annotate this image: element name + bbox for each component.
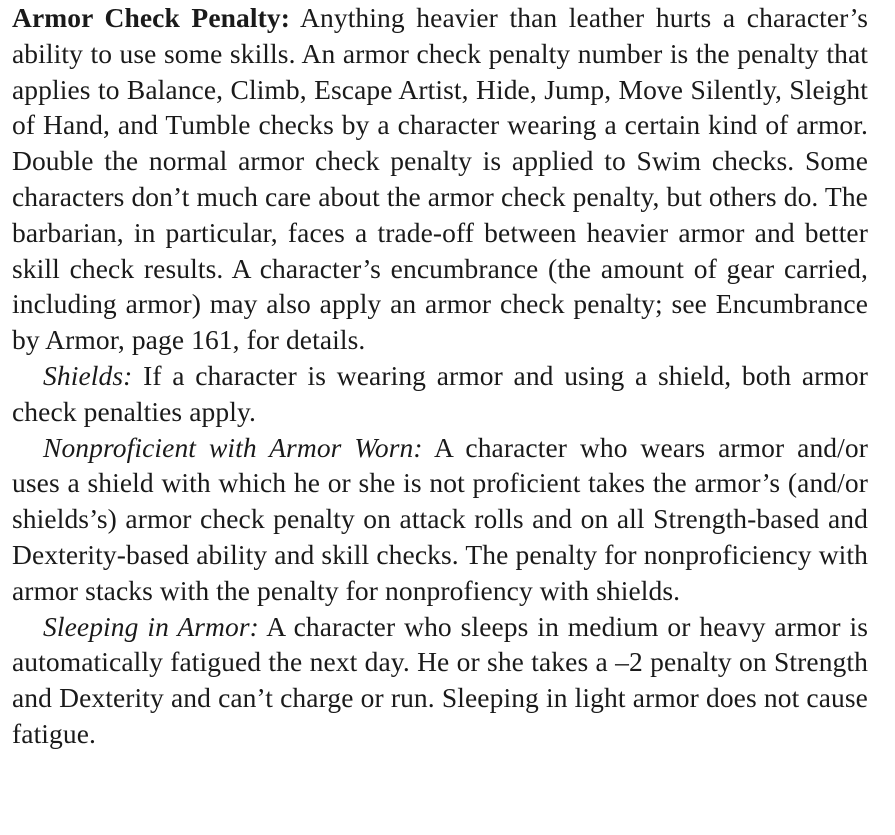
text-sleeping-in-armor: A character who sleeps in medium or heavy armor is automatically fatigued the next day. He or she takes a –2 penalty on Strength and Dexterity and can’t charge or run. Sleeping in light armor does not cause fatigue. [12, 610, 868, 749]
text-shields: If a character is wearing armor and using a shield, both armor check penalties apply. [12, 359, 868, 427]
heading-armor-check-penalty: Armor Check Penalty: [12, 2, 290, 33]
heading-nonproficient: Nonproficient with Armor Worn: [43, 431, 423, 463]
heading-shields: Shields: [43, 359, 133, 391]
paragraph-armor-check-penalty [12, 0, 868, 358]
paragraph-shields [12, 358, 868, 430]
text-nonproficient: A character who wears armor and/or uses a shield with which he or she is not proficient takes the armor’s (and/or shields’s) armor check penalty on attack rolls and on all Strength-based and Dexterity-based ability and skill checks. The penalty for nonproficiency with armor stacks with the penalty for nonprofiency with shields. [12, 431, 869, 606]
paragraph-nonproficient [12, 430, 868, 609]
heading-sleeping-in-armor: Sleeping in Armor: [43, 610, 259, 642]
text-armor-check-penalty: Anything heavier than leather hurts a character’s ability to use some skills. An armor check penalty number is the penalty that applies to Balance, Climb, Escape Artist, Hide, Jump, Move Silently, Sleight of Hand, and Tumble checks by a character wearing a certain kind of armor. Double the normal armor check penalty is applied to Swim checks. Some characters don’t much care about the armor check penalty, but others do. The barbarian, in particular, faces a trade-off between heavier armor and better skill check results. A character’s encumbrance (the amount of gear carried, including armor) may also apply an armor check penalty; see Encumbrance by Armor, page 161, for details. [12, 2, 868, 356]
document-body [12, 0, 868, 752]
paragraph-sleeping-in-armor [12, 609, 868, 752]
